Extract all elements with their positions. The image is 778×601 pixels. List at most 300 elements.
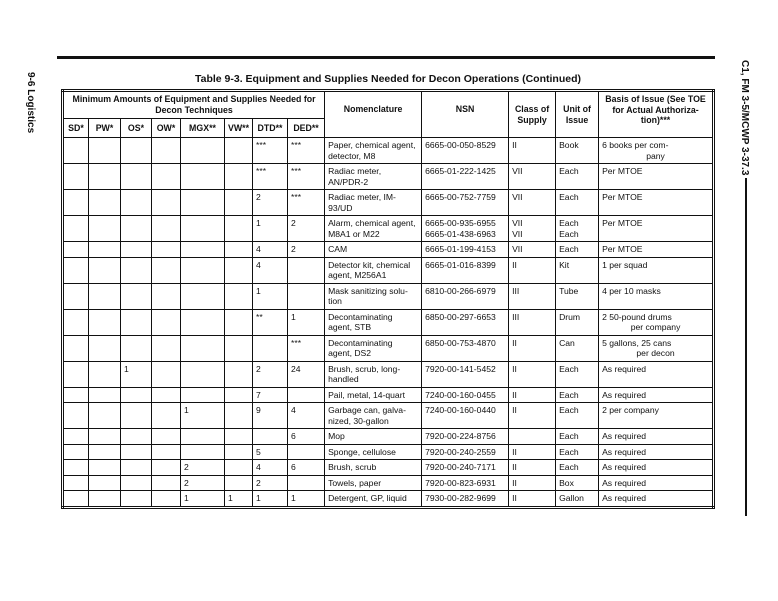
nomenclature-cell-text: CAM (328, 244, 348, 254)
nsn-cell (422, 444, 509, 460)
basis-cell (599, 309, 714, 335)
nsn-cell-text: 7920-00-240-7171 (425, 462, 496, 472)
basis-cell (599, 190, 714, 216)
nsn-cell-text: 7920-00-823-6931 (425, 477, 496, 488)
nsn-cell (422, 283, 509, 309)
table-row (63, 242, 714, 258)
table-row (63, 460, 714, 476)
class-cell (509, 475, 556, 491)
unit-cell-text: Each (559, 218, 579, 228)
technique-qty (121, 257, 152, 283)
unit-cell (556, 475, 599, 491)
nsn-cell (422, 309, 509, 335)
technique-qty (288, 309, 325, 335)
technique-qty (288, 164, 325, 190)
technique-qty (63, 429, 89, 445)
nsn-cell (422, 361, 509, 387)
class-cell (509, 216, 556, 242)
nomenclature-cell-text: Pail, metal, 14-quart (328, 389, 405, 400)
technique-qty (288, 283, 325, 309)
technique-qty (121, 387, 152, 403)
change-bar (745, 178, 747, 516)
nomenclature-cell-text: Detector kit, chemical agent, M256A1 (328, 259, 411, 280)
technique-qty-text: 7 (256, 389, 261, 400)
basis-cell-text-2: per decon (636, 348, 675, 358)
technique-qty-text: 9 (256, 405, 261, 415)
nsn-cell-text: 6665-01-199-4153 (425, 244, 496, 254)
nomenclature-cell (325, 387, 422, 403)
technique-qty (121, 309, 152, 335)
class-cell-text: II (512, 337, 517, 348)
technique-qty (225, 429, 253, 445)
technique-qty (63, 444, 89, 460)
basis-cell (599, 283, 714, 309)
technique-qty (63, 403, 89, 429)
class-cell-text: III (512, 311, 520, 322)
nomenclature-cell-text: Mask sanitizing solu-tion (328, 285, 408, 306)
basis-cell (599, 460, 714, 476)
technique-qty (288, 242, 325, 258)
basis-cell (599, 138, 714, 164)
technique-qty (253, 403, 288, 429)
unit-cell (556, 164, 599, 190)
technique-qty-text: 5 (256, 446, 261, 457)
basis-cell-text: Per MTOE (602, 192, 643, 202)
nsn-cell (422, 387, 509, 403)
class-cell (509, 335, 556, 361)
nsn-cell-text: 6850-00-753-4870 (425, 337, 496, 348)
class-cell (509, 257, 556, 283)
technique-qty (288, 216, 325, 242)
technique-qty (288, 460, 325, 476)
class-cell (509, 491, 556, 508)
nsn-cell (422, 491, 509, 508)
basis-cell (599, 361, 714, 387)
basis-cell (599, 491, 714, 508)
unit-cell-text: Kit (559, 259, 570, 270)
table-row (63, 257, 714, 283)
technique-qty (253, 309, 288, 335)
technique-qty (225, 309, 253, 335)
nomenclature-cell (325, 190, 422, 216)
technique-qty (152, 257, 181, 283)
technique-qty (89, 164, 121, 190)
nsn-cell-text: 6810-00-266-6979 (425, 285, 496, 296)
class-cell (509, 460, 556, 476)
nsn-cell (422, 138, 509, 164)
nsn-cell (422, 475, 509, 491)
technique-qty (253, 387, 288, 403)
class-cell (509, 242, 556, 258)
technique-qty (63, 190, 89, 216)
basis-cell (599, 164, 714, 190)
unit-cell-text: Each (559, 363, 579, 374)
technique-qty-text: 4 (256, 244, 261, 254)
nomenclature-cell (325, 429, 422, 445)
header-nomenclature: Nomenclature (325, 91, 422, 138)
unit-cell (556, 242, 599, 258)
nomenclature-cell-text: Detergent, GP, liquid (328, 493, 407, 503)
class-cell-text: II (512, 446, 517, 457)
technique-qty (89, 216, 121, 242)
nsn-cell (422, 216, 509, 242)
nomenclature-cell-text: Towels, paper (328, 477, 382, 488)
technique-qty (225, 361, 253, 387)
header-unit: Unit of Issue (556, 91, 599, 138)
technique-qty (63, 335, 89, 361)
unit-cell (556, 403, 599, 429)
basis-cell-text-2: pany (646, 150, 665, 161)
technique-qty-text: *** (256, 166, 267, 176)
table-row (63, 309, 714, 335)
class-cell-text: III (512, 285, 520, 296)
technique-qty (121, 475, 152, 491)
technique-qty (152, 335, 181, 361)
technique-qty-text: 2 (256, 363, 261, 374)
technique-qty (253, 242, 288, 258)
nsn-cell-text-2: 6665-01-438-6963 (425, 228, 496, 239)
class-cell (509, 403, 556, 429)
table-row (63, 403, 714, 429)
technique-qty (121, 283, 152, 309)
unit-cell-text: Drum (559, 311, 581, 322)
class-cell-text: II (512, 259, 517, 270)
table-row (63, 190, 714, 216)
unit-cell-text-2: Each (559, 228, 579, 239)
technique-qty (89, 361, 121, 387)
nsn-cell-text: 7240-00-160-0455 (425, 389, 496, 400)
technique-qty (225, 460, 253, 476)
technique-qty (253, 444, 288, 460)
technique-qty-text: *** (256, 140, 267, 150)
technique-qty (89, 475, 121, 491)
technique-qty (152, 164, 181, 190)
technique-qty (89, 460, 121, 476)
unit-cell-text: Tube (559, 285, 579, 296)
basis-cell (599, 335, 714, 361)
technique-qty (63, 475, 89, 491)
nomenclature-cell-text: Alarm, chemical agent, M8A1 or M22 (328, 218, 416, 239)
nomenclature-cell-text: Radiac meter, IM-93/UD (328, 192, 396, 213)
unit-cell-text: Each (559, 192, 579, 202)
technique-qty (63, 491, 89, 508)
basis-cell-text: 2 50-pound drums (602, 311, 672, 322)
technique-qty (63, 164, 89, 190)
technique-qty (152, 475, 181, 491)
technique-qty (181, 164, 225, 190)
nsn-cell-text: 7920-00-224-8756 (425, 431, 496, 441)
nsn-cell (422, 242, 509, 258)
nomenclature-cell-text: Mop (328, 431, 345, 441)
technique-qty (288, 387, 325, 403)
class-cell-text: II (512, 493, 517, 503)
nomenclature-cell-text: Brush, scrub (328, 462, 377, 472)
technique-qty (225, 387, 253, 403)
class-cell-text: II (512, 363, 517, 374)
technique-qty (63, 138, 89, 164)
unit-cell-text: Each (559, 166, 579, 176)
basis-cell-text: 1 per squad (602, 259, 648, 270)
technique-qty (253, 361, 288, 387)
technique-qty (225, 444, 253, 460)
basis-cell (599, 387, 714, 403)
unit-cell-text: Each (559, 405, 579, 415)
technique-qty (181, 460, 225, 476)
technique-qty (152, 460, 181, 476)
basis-cell (599, 216, 714, 242)
technique-qty (181, 403, 225, 429)
class-cell-text: II (512, 477, 517, 488)
equipment-table (61, 89, 715, 509)
technique-qty (225, 491, 253, 508)
technique-qty (181, 444, 225, 460)
technique-qty (152, 429, 181, 445)
table-row (63, 361, 714, 387)
technique-qty-text: 4 (256, 462, 261, 472)
unit-cell (556, 387, 599, 403)
technique-qty-text: 1 (256, 493, 261, 503)
nomenclature-cell (325, 283, 422, 309)
technique-qty (63, 216, 89, 242)
technique-qty (225, 257, 253, 283)
table-row (63, 429, 714, 445)
basis-cell-text: As required (602, 477, 647, 488)
technique-qty-text: 4 (291, 405, 296, 415)
technique-qty-text: *** (291, 192, 302, 202)
nsn-cell (422, 429, 509, 445)
header-basis: Basis of Issue (See TOE for Actual Authoriza-tion)*** (599, 91, 714, 138)
basis-cell-text: Per MTOE (602, 166, 643, 176)
nsn-cell-text: 6665-01-222-1425 (425, 166, 496, 176)
technique-qty (288, 190, 325, 216)
technique-qty-text: 2 (291, 244, 296, 254)
nsn-cell-text: 6665-00-050-8529 (425, 140, 496, 150)
class-cell-text: II (512, 405, 517, 415)
basis-cell-text: As required (602, 446, 647, 457)
table-row (63, 387, 714, 403)
technique-qty (288, 429, 325, 445)
basis-cell-text-2: per company (630, 322, 681, 332)
unit-cell-text: Each (559, 389, 579, 400)
basis-cell (599, 429, 714, 445)
technique-qty-text: 4 (256, 259, 261, 270)
table-row (63, 335, 714, 361)
technique-qty-text: ** (256, 311, 263, 322)
basis-cell-text: As required (602, 389, 647, 400)
unit-cell-text: Each (559, 446, 579, 457)
unit-cell (556, 361, 599, 387)
basis-cell-text: Per MTOE (602, 244, 643, 254)
nsn-cell (422, 403, 509, 429)
class-cell-text: VII (512, 244, 523, 254)
basis-cell-text: 5 gallons, 25 cans (602, 337, 672, 348)
unit-cell (556, 257, 599, 283)
technique-qty (121, 335, 152, 361)
technique-qty (253, 335, 288, 361)
nsn-cell-text: 6850-00-297-6653 (425, 311, 496, 322)
technique-qty-text: 24 (291, 363, 301, 374)
unit-cell (556, 429, 599, 445)
class-cell (509, 190, 556, 216)
technique-qty (181, 429, 225, 445)
technique-qty (152, 403, 181, 429)
technique-qty (89, 138, 121, 164)
technique-qty (152, 190, 181, 216)
technique-qty-text: 1 (256, 285, 261, 296)
technique-qty (152, 387, 181, 403)
table-row (63, 444, 714, 460)
basis-cell-text: As required (602, 431, 647, 441)
technique-qty-text: 2 (256, 477, 261, 488)
table-row (63, 164, 714, 190)
publication-id: C1, FM 3-5/MCWP 3-37.3 (739, 60, 750, 176)
basis-cell (599, 475, 714, 491)
technique-qty (63, 361, 89, 387)
class-cell (509, 164, 556, 190)
unit-cell-text: Each (559, 244, 579, 254)
header-technique: VW** (225, 119, 253, 138)
technique-qty (89, 283, 121, 309)
nomenclature-cell-text: Garbage can, galva-nized, 30-gallon (328, 405, 406, 426)
nsn-cell-text: 7920-00-141-5452 (425, 363, 496, 374)
technique-qty (181, 387, 225, 403)
technique-qty (152, 444, 181, 460)
nomenclature-cell (325, 335, 422, 361)
unit-cell (556, 491, 599, 508)
technique-qty (181, 216, 225, 242)
technique-qty (288, 444, 325, 460)
technique-qty (181, 475, 225, 491)
technique-qty-text: *** (291, 337, 302, 348)
nsn-cell-text: 6665-00-935-6955 (425, 218, 496, 228)
technique-qty-text: 1 (184, 493, 189, 503)
nomenclature-cell-text: Brush, scrub, long-handled (328, 363, 401, 384)
technique-qty-text: *** (291, 166, 302, 176)
technique-qty (121, 491, 152, 508)
header-nsn: NSN (422, 91, 509, 138)
basis-cell-text: 2 per company (602, 405, 659, 415)
basis-cell (599, 257, 714, 283)
unit-cell (556, 444, 599, 460)
technique-qty (253, 283, 288, 309)
nomenclature-cell (325, 164, 422, 190)
nomenclature-cell (325, 475, 422, 491)
technique-qty-text: 2 (256, 192, 261, 202)
nsn-cell (422, 460, 509, 476)
technique-qty (152, 216, 181, 242)
technique-qty (89, 444, 121, 460)
technique-qty (89, 190, 121, 216)
page-number-section: 9-6 Logistics (25, 72, 36, 134)
technique-qty (89, 257, 121, 283)
technique-qty (89, 403, 121, 429)
unit-cell-text: Can (559, 337, 575, 348)
technique-qty (89, 491, 121, 508)
nomenclature-cell-text: Decontaminating agent, STB (328, 311, 393, 332)
technique-qty (152, 491, 181, 508)
technique-qty (225, 283, 253, 309)
technique-qty (63, 387, 89, 403)
technique-qty-text: 2 (184, 462, 189, 472)
basis-cell (599, 444, 714, 460)
header-technique: PW* (89, 119, 121, 138)
technique-qty (152, 138, 181, 164)
unit-cell-text: Gallon (559, 493, 584, 503)
class-cell (509, 444, 556, 460)
technique-qty (121, 361, 152, 387)
header-technique: SD* (63, 119, 89, 138)
technique-qty (89, 335, 121, 361)
technique-qty (152, 283, 181, 309)
header-technique: MGX** (181, 119, 225, 138)
nsn-cell-text: 6665-01-016-8399 (425, 259, 496, 270)
nomenclature-cell-text: Paper, chemical agent, detector, M8 (328, 140, 416, 161)
unit-cell-text: Book (559, 140, 579, 150)
technique-qty (181, 491, 225, 508)
technique-qty-text: 6 (291, 431, 296, 441)
nomenclature-cell (325, 491, 422, 508)
nomenclature-cell (325, 444, 422, 460)
technique-qty (181, 242, 225, 258)
nsn-cell-text: 6665-00-752-7759 (425, 192, 496, 202)
technique-qty (121, 190, 152, 216)
technique-qty (225, 475, 253, 491)
class-cell (509, 309, 556, 335)
technique-qty (253, 491, 288, 508)
technique-qty (253, 429, 288, 445)
nsn-cell-text: 7930-00-282-9699 (425, 493, 496, 503)
technique-qty (121, 216, 152, 242)
technique-qty (288, 403, 325, 429)
technique-qty (89, 242, 121, 258)
technique-qty-text: 6 (291, 462, 296, 472)
header-technique: OW* (152, 119, 181, 138)
class-cell (509, 283, 556, 309)
table-row (63, 216, 714, 242)
technique-qty (181, 361, 225, 387)
technique-qty (181, 138, 225, 164)
technique-qty-text: 1 (256, 218, 261, 228)
technique-qty (121, 460, 152, 476)
class-cell-text: VII (512, 166, 523, 176)
nomenclature-cell-text: Radiac meter, AN/PDR-2 (328, 166, 382, 187)
table-row (63, 283, 714, 309)
technique-qty (89, 429, 121, 445)
header-technique: OS* (121, 119, 152, 138)
technique-qty-text: 1 (291, 311, 296, 322)
basis-cell-text: As required (602, 462, 647, 472)
nsn-cell-text: 7240-00-160-0440 (425, 405, 496, 415)
class-cell (509, 361, 556, 387)
technique-qty (152, 309, 181, 335)
technique-qty (181, 190, 225, 216)
technique-qty (121, 444, 152, 460)
technique-qty (253, 138, 288, 164)
unit-cell-text: Each (559, 431, 579, 441)
nomenclature-cell (325, 216, 422, 242)
class-cell-text-2: VII (512, 228, 523, 239)
technique-qty (152, 242, 181, 258)
technique-qty (225, 190, 253, 216)
unit-cell-text: Each (559, 462, 579, 472)
technique-qty-text: 1 (124, 363, 129, 374)
technique-qty (181, 335, 225, 361)
unit-cell (556, 460, 599, 476)
group-header: Minimum Amounts of Equipment and Supplies Needed for Decon Techniques (63, 91, 325, 119)
nomenclature-cell-text: Sponge, cellulose (328, 446, 396, 457)
nomenclature-cell-text: Decontaminating agent, DS2 (328, 337, 393, 358)
table-row (63, 138, 714, 164)
